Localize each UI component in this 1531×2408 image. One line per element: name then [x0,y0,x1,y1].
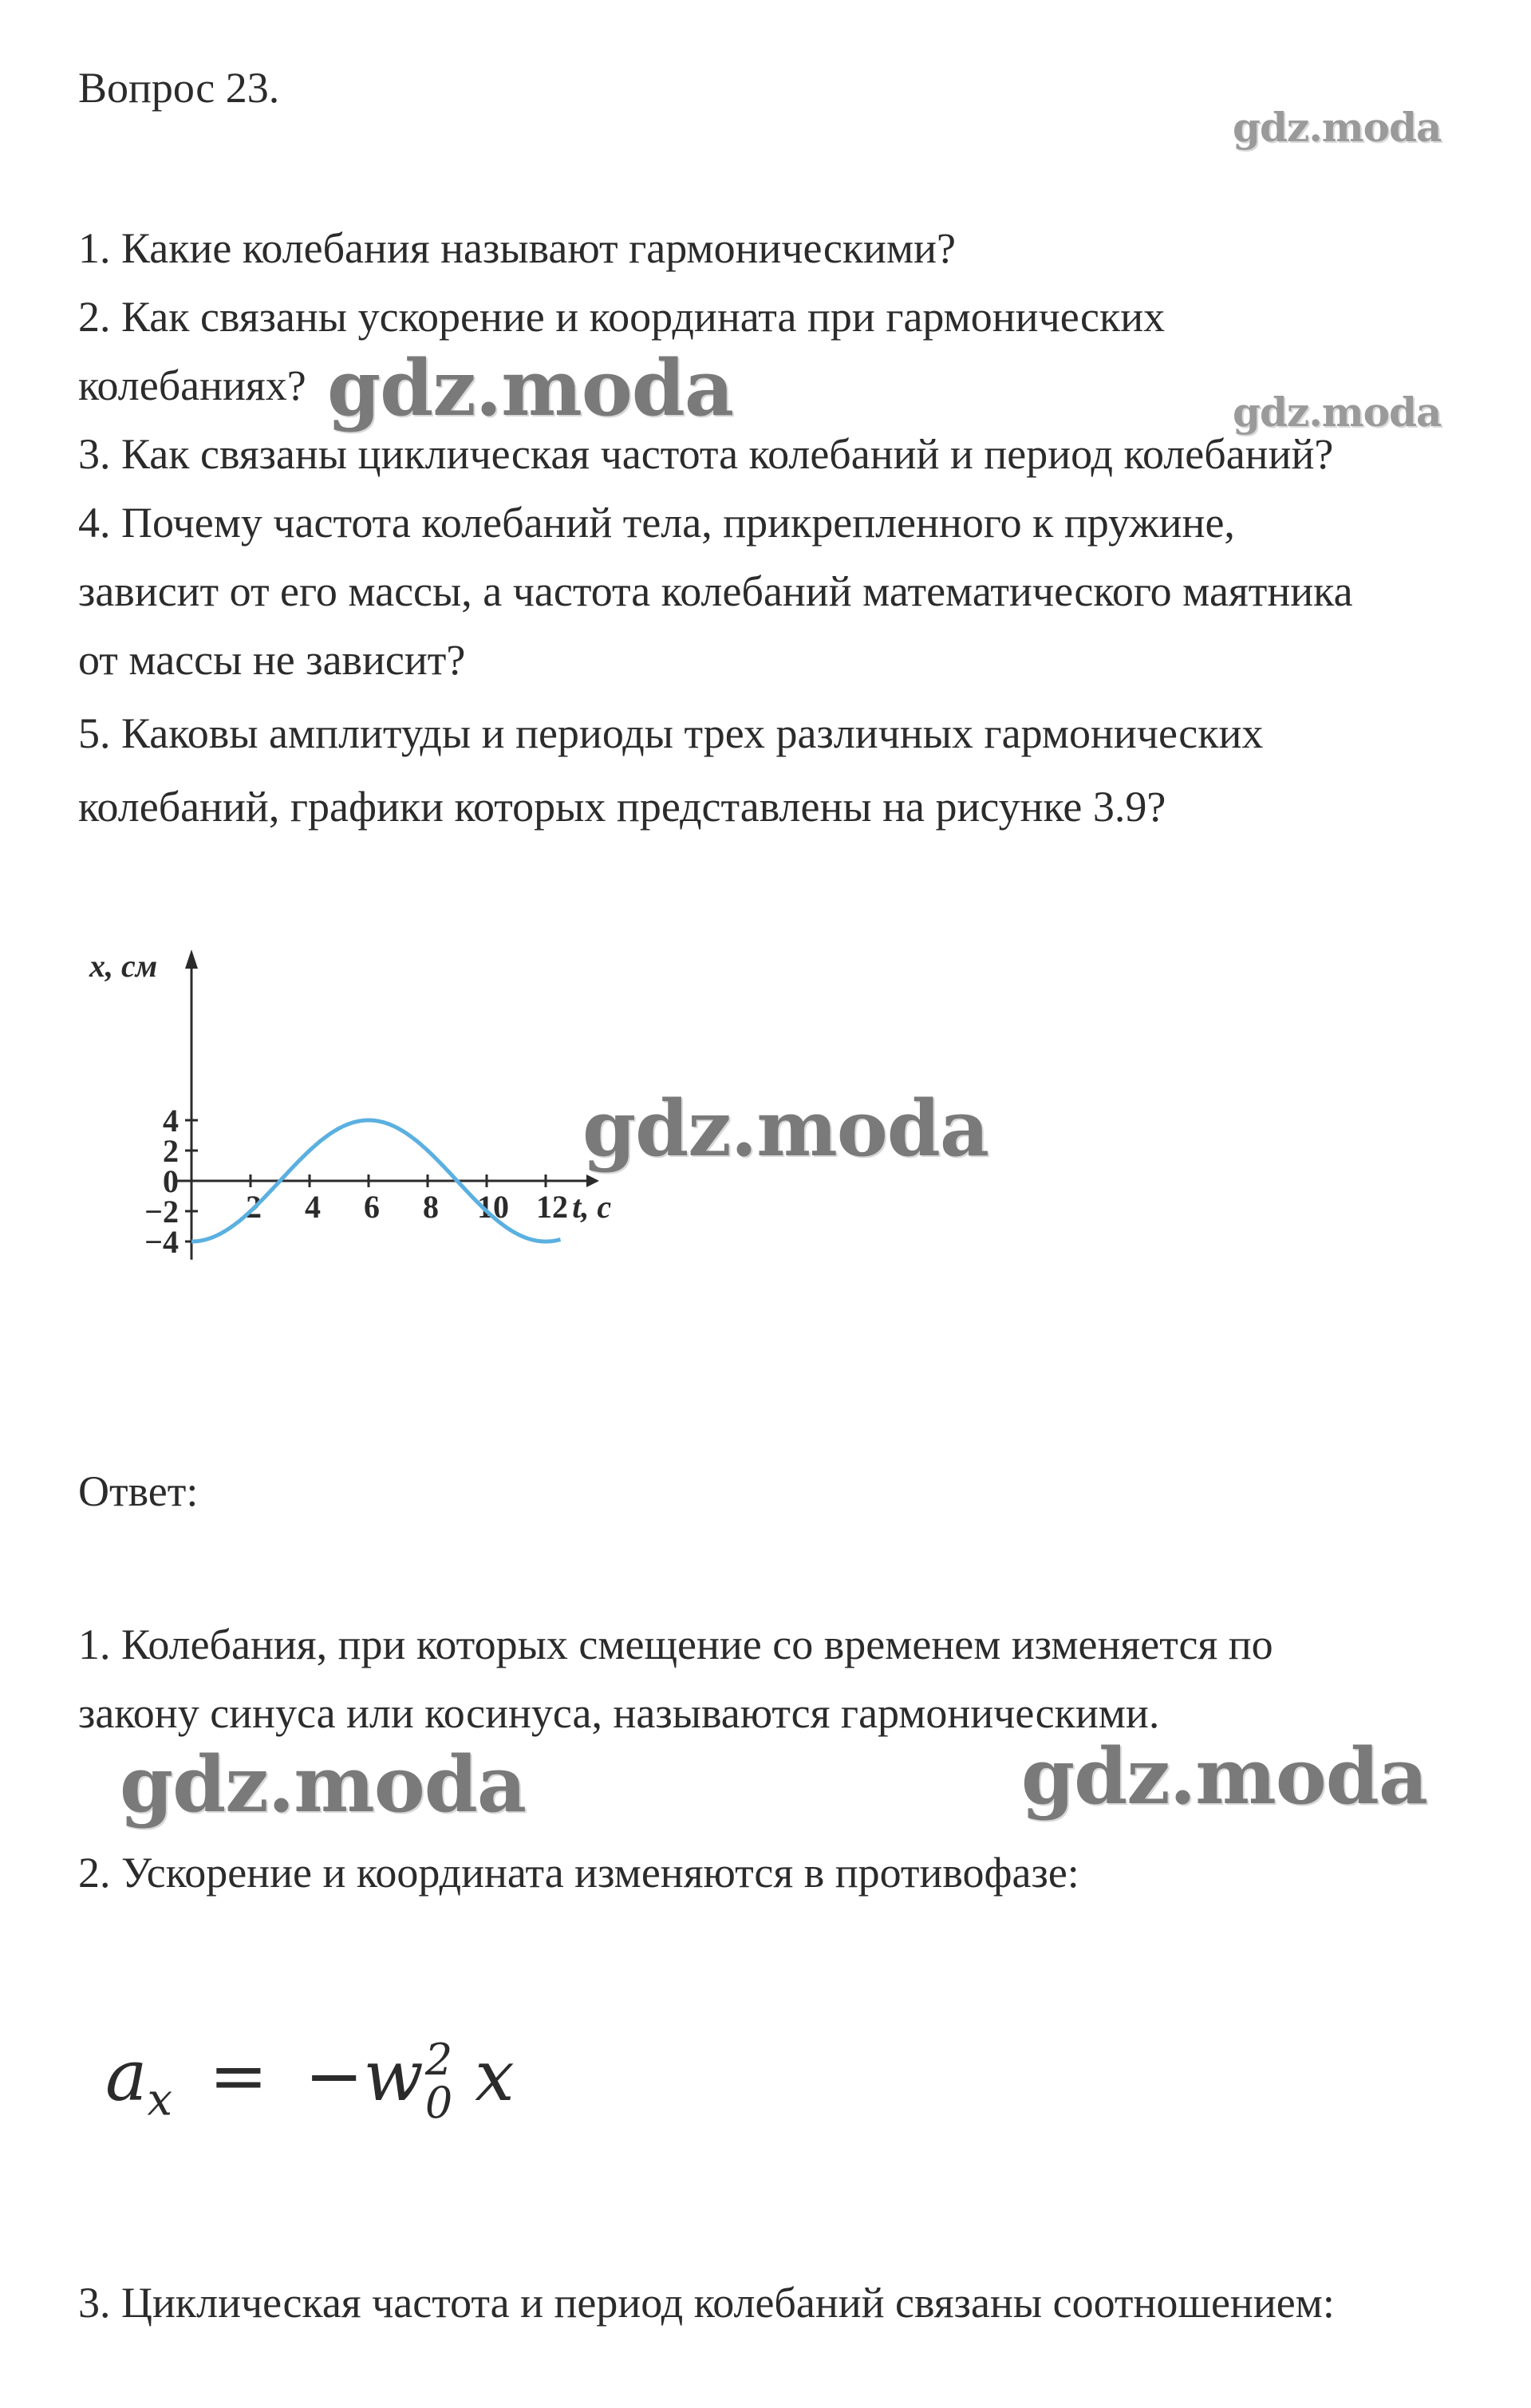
answer-line: закону синуса или косинуса, называются гармоническими. [78,1689,1160,1737]
formula-lhs: a [105,2035,148,2117]
x-tick-label: 2 [246,1189,262,1225]
formula [105,2035,515,2129]
x-axis-arrow [586,1174,599,1187]
y-tick-label: −2 [144,1194,179,1230]
formula-w: w [363,2035,424,2117]
formula-w-sub: 0 [424,2078,453,2129]
question-line: зависит от его массы, а частота колебаний математического маятника [78,567,1353,615]
answer-line: 2. Ускорение и координата изменяются в противофазе: [78,1849,1079,1897]
watermark: gdz.moda [1233,389,1442,436]
question-line: колебаниях? [78,361,306,409]
x-tick-label: 8 [423,1189,439,1225]
y-axis-label: x, см [89,948,158,984]
x-axis-label: t, с [572,1189,612,1225]
answer-title: Ответ: [78,1467,199,1515]
watermark: gdz.moda [1021,1731,1428,1822]
answer-line: 1. Колебания, при которых смещение со временем изменяется по [78,1620,1273,1668]
question-line: от массы не зависит? [78,636,466,684]
oscillation-chart [80,941,686,1356]
formula-minus: − [304,2035,364,2117]
question-line: 5. Каковы амплитуды и периоды трех различных гармонических [78,709,1264,757]
y-tick-label: 4 [163,1103,179,1139]
watermark: gdz.moda [582,1084,989,1174]
y-tick-label: −4 [144,1224,179,1260]
question-title: Вопрос 23. [78,64,280,112]
question-line: колебаний, графики которых представлены на рисунке 3.9? [78,783,1166,831]
x-tick-label: 12 [536,1189,568,1225]
y-axis-arrow [185,949,198,969]
question-line: 4. Почему частота колебаний тела, прикрепленного к пружине, [78,499,1235,547]
x-tick-label: 10 [477,1189,509,1225]
question-line: 2. Как связаны ускорение и координата при гармонических [78,293,1166,341]
question-line: 1. Какие колебания называют гармоническими? [78,224,956,272]
x-tick-label: 4 [305,1189,321,1225]
answer-line: 3. Циклическая частота и период колебаний связаны соотношением: [78,2279,1335,2327]
question-line: 3. Как связаны циклическая частота колебаний и период колебаний? [78,430,1334,478]
formula-lhs-sub: x [147,2074,173,2126]
formula-x: x [475,2035,515,2117]
watermark: gdz.moda [1233,104,1442,151]
watermark: gdz.moda [327,343,734,433]
formula-w-sup: 2 [424,2035,453,2086]
y-tick-label: 2 [163,1133,179,1169]
x-tick-label: 6 [364,1189,380,1225]
formula-eq: = [209,2035,268,2117]
y-tick-label: 0 [163,1163,179,1199]
watermark: gdz.moda [120,1739,527,1830]
